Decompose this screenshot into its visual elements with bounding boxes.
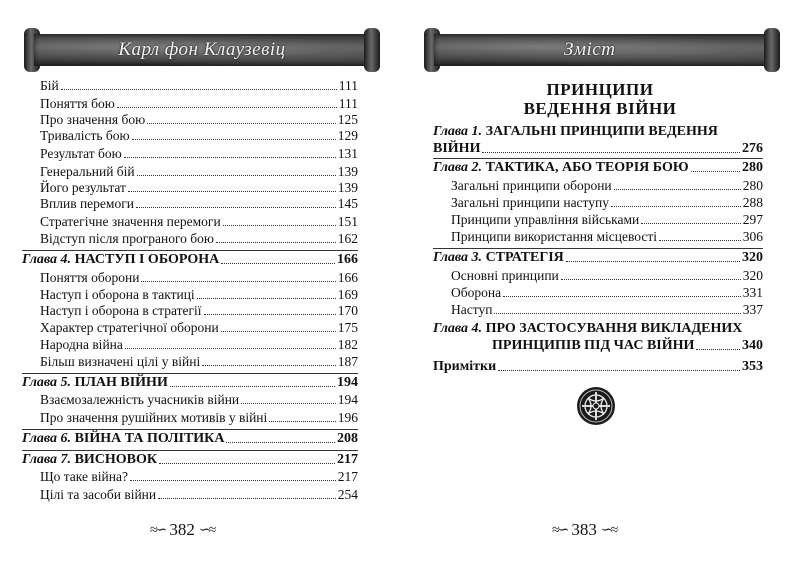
- toc-page-number: 280: [742, 160, 763, 175]
- toc-page-number: 194: [337, 392, 358, 407]
- toc-entry: [40, 128, 358, 144]
- toc-page-number: 280: [742, 178, 763, 193]
- toc-label: Наступ: [451, 302, 493, 317]
- toc-page-number: 139: [337, 180, 358, 195]
- toc-page-number: 170: [337, 303, 358, 318]
- chapter-divider: [433, 248, 763, 249]
- toc-label: Взаємозалежність учасників війни: [40, 392, 240, 407]
- toc-label: Відступ після програного бою: [40, 231, 214, 246]
- toc-label: ТАКТИКА, АБО ТЕОРІЯ БОЮ: [485, 160, 689, 175]
- toc-label: НАСТУП І ОБОРОНА: [74, 252, 220, 267]
- chapter-divider: [433, 158, 763, 159]
- toc-page-number: 139: [337, 164, 358, 179]
- toc-page-number: 288: [742, 195, 763, 210]
- toc-entry: [40, 303, 358, 319]
- toc-notes: Примітки 353: [433, 359, 763, 374]
- toc-page-number: 196: [337, 410, 358, 425]
- toc-page-number: 169: [337, 287, 358, 302]
- toc-label: Стратегічне значення перемоги: [40, 214, 221, 229]
- toc-label: Генеральний бій: [40, 164, 135, 179]
- toc-label: Принципи управління військами: [451, 212, 640, 227]
- section-title-line1: ПРИНЦИПИ: [546, 80, 654, 99]
- toc-label: ПЛАН ВІЙНИ: [74, 375, 168, 390]
- toc-label: Основні принципи: [451, 268, 559, 283]
- toc-page-number: 151: [337, 214, 358, 229]
- toc-page-number: 111: [338, 78, 358, 93]
- toc-page-number: 306: [742, 229, 763, 244]
- toc-page-number: 129: [337, 128, 358, 143]
- toc-label: Характер стратегічної оборони: [40, 320, 219, 335]
- chapter-divider: [22, 429, 358, 430]
- toc-chapter-prefix: Глава 3.: [433, 250, 483, 265]
- right-page-number: 383: [571, 520, 597, 539]
- toc-chapter-prefix: Глава 5.: [22, 375, 72, 390]
- right-footer: [548, 520, 620, 540]
- left-header-title: Карл фон Клаузевіц: [118, 39, 286, 60]
- toc-chapter: [22, 431, 358, 447]
- toc-entry: [451, 268, 763, 284]
- toc-entry: [40, 231, 358, 247]
- left-footer: [146, 520, 218, 540]
- left-page-number: 382: [169, 520, 195, 539]
- chapter-divider: [22, 450, 358, 451]
- toc-label: Поняття оборони: [40, 270, 140, 285]
- toc-entry: [40, 320, 358, 336]
- toc-label: ВИСНОВОК: [74, 452, 158, 467]
- toc-entry: [40, 270, 358, 286]
- toc-entry: [40, 469, 358, 485]
- toc-label: Тривалість бою: [40, 128, 130, 143]
- toc-entry: [451, 212, 763, 228]
- toc-label: Наступ і оборона в стратегії: [40, 303, 202, 318]
- toc-label: Про значення рушійних мотивів у війні: [40, 410, 268, 425]
- toc-label: Більш визначені цілі у війні: [40, 354, 201, 369]
- toc-label: СТРАТЕГІЯ: [485, 250, 564, 265]
- toc-label: Оборона: [451, 285, 502, 300]
- toc-page-number: 340: [742, 338, 763, 353]
- toc-entry: [40, 196, 358, 212]
- toc-chapter: [22, 375, 358, 391]
- toc-label: Народна війна: [40, 337, 123, 352]
- toc-entry: [40, 392, 358, 408]
- toc-page-number: 125: [337, 112, 358, 127]
- toc-entry: [40, 337, 358, 353]
- toc-label: Поняття бою: [40, 96, 115, 111]
- toc-chapter-prefix: Глава 4.: [22, 252, 72, 267]
- toc-page-number: 175: [337, 320, 358, 335]
- right-header-banner: [424, 28, 780, 72]
- toc-entry: [40, 96, 358, 112]
- toc-label: Бій: [40, 78, 59, 93]
- toc-chapter-4-line2: ПРИНЦИПІВ ПІД ЧАС ВІЙНИ 340: [492, 338, 763, 353]
- swirl-ornament-icon: ∽≈: [198, 522, 215, 538]
- toc-chapter: [22, 452, 358, 468]
- toc-entry: [40, 78, 358, 94]
- swirl-ornament-icon: ∽≈: [600, 522, 617, 538]
- toc-page-number: 194: [337, 375, 358, 390]
- toc-page-number: 217: [337, 469, 358, 484]
- toc-label: Загальні принципи оборони: [451, 178, 612, 193]
- toc-page-number: 111: [338, 96, 358, 111]
- toc-page-number: 166: [337, 252, 358, 267]
- toc-entry: [451, 178, 763, 194]
- toc-chapter-4-line1: Глава 4. ПРО ЗАСТОСУВАННЯ ВИКЛАДЕНИХ: [433, 321, 743, 336]
- toc-label: ВІЙНА ТА ПОЛІТИКА: [74, 431, 225, 446]
- toc-label: Наступ і оборона в тактиці: [40, 287, 195, 302]
- toc-page-number: 297: [742, 212, 763, 227]
- toc-page-number: 145: [337, 196, 358, 211]
- chapter-divider: [22, 373, 358, 374]
- toc-label: Його результат: [40, 180, 126, 195]
- toc-entry: [40, 287, 358, 303]
- toc-label: Цілі та засоби війни: [40, 487, 157, 502]
- toc-entry: [40, 410, 358, 426]
- toc-page-number: 182: [337, 337, 358, 352]
- toc-entry: [40, 487, 358, 503]
- toc-page-number: 208: [337, 431, 358, 446]
- celtic-knot-icon: [576, 386, 616, 426]
- toc-label: Що таке війна?: [40, 469, 128, 484]
- toc-page-number: 187: [337, 354, 358, 369]
- toc-entry: [40, 214, 358, 230]
- toc-label: Результат бою: [40, 146, 122, 161]
- toc-entry: [451, 229, 763, 245]
- toc-label: Принципи використання місцевості: [451, 229, 658, 244]
- toc-chapter: [433, 160, 763, 176]
- toc-entry: [451, 302, 763, 318]
- toc-page-number: 353: [742, 359, 763, 374]
- toc-chapter-prefix: Глава 7.: [22, 452, 72, 467]
- toc-chapter-1-line2: ВІЙНИ 276: [433, 141, 763, 156]
- toc-chapter-prefix: Глава 6.: [22, 431, 72, 446]
- toc-page-number: 320: [742, 268, 763, 283]
- toc-entry: [451, 285, 763, 301]
- toc-page-number: 331: [742, 285, 763, 300]
- left-header-banner: [24, 28, 380, 72]
- toc-chapter: [433, 250, 763, 266]
- toc-label: Про значення бою: [40, 112, 146, 127]
- toc-page-number: 254: [337, 487, 358, 502]
- toc-page-number: 217: [337, 452, 358, 467]
- right-header-title: Зміст: [564, 39, 616, 60]
- swirl-ornament-icon: ≈∽: [552, 522, 568, 538]
- toc-label: Загальні принципи наступу: [451, 195, 609, 210]
- toc-chapter: [22, 252, 358, 268]
- toc-entry: [40, 112, 358, 128]
- toc-chapter-1-line1: Глава 1. ЗАГАЛЬНІ ПРИНЦИПИ ВЕДЕННЯ: [433, 124, 718, 139]
- swirl-ornament-icon: ≈∽: [150, 522, 166, 538]
- toc-chapter-prefix: Глава 2.: [433, 160, 483, 175]
- toc-entry: [40, 164, 358, 180]
- toc-label: Вплив перемоги: [40, 196, 134, 211]
- section-title-line2: ВЕДЕННЯ ВІЙНИ: [523, 99, 677, 118]
- toc-page-number: 131: [337, 146, 358, 161]
- chapter-divider: [22, 250, 358, 251]
- toc-page-number: 276: [742, 141, 763, 156]
- toc-entry: [40, 354, 358, 370]
- toc-page-number: 166: [337, 270, 358, 285]
- toc-page-number: 320: [742, 250, 763, 265]
- toc-page-number: 337: [742, 302, 763, 317]
- toc-entry: [40, 180, 358, 196]
- toc-entry: [40, 146, 358, 162]
- toc-entry: [451, 195, 763, 211]
- toc-page-number: 162: [337, 231, 358, 246]
